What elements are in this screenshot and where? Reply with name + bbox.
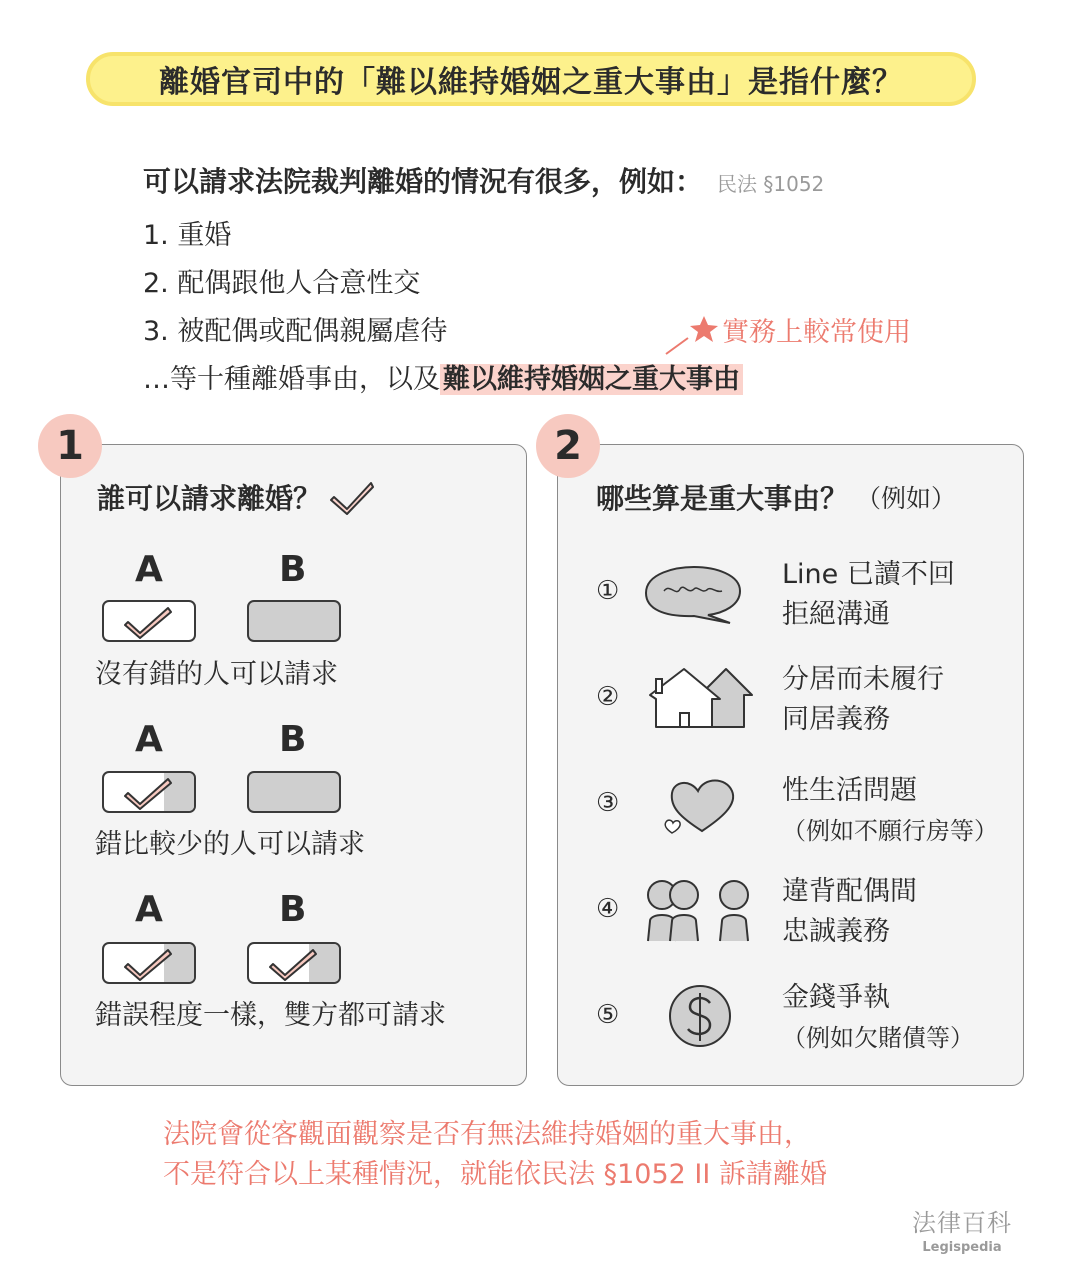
panel2-badge: 2 xyxy=(536,414,600,478)
practice-note-text: 實務上較常使用 xyxy=(722,317,911,348)
party-a-label: A xyxy=(135,719,163,760)
party-b-label: B xyxy=(279,889,307,930)
intro-item-1: 1. 重婚 xyxy=(143,220,232,251)
brand-logo xyxy=(912,1203,1012,1255)
reason-number: ③ xyxy=(596,788,620,818)
panel1-title xyxy=(97,477,375,517)
reason-text xyxy=(782,771,998,851)
reason-line2: （例如不願行房等） xyxy=(782,817,998,845)
brand-name-zh: 法律百科 xyxy=(912,1209,1012,1237)
reason-line1: 性生活問題 xyxy=(782,775,917,806)
intro-item-3: 3. 被配偶或配偶親屬虐待 xyxy=(143,316,448,347)
panel2-title xyxy=(596,477,956,517)
practice-note xyxy=(662,310,942,360)
page-title-text: 離婚官司中的「難以維持婚姻之重大事由」是指什麼？ xyxy=(159,65,903,100)
party-a-box-partial-checked xyxy=(102,771,196,813)
reason-line1: 金錢爭執 xyxy=(782,982,890,1013)
checkmark-icon xyxy=(249,944,341,984)
party-b-box-fault xyxy=(247,600,341,642)
note-pointer-icon xyxy=(662,310,722,360)
reason-line1: Line 已讀不回 xyxy=(782,559,955,590)
heart-icon xyxy=(658,773,748,839)
brand-name-en: Legispedia xyxy=(922,1240,1002,1255)
row3-caption: 錯誤程度一樣，雙方都可請求 xyxy=(95,1000,446,1031)
panel2-title-text: 哪些算是重大事由？ xyxy=(596,482,849,515)
checkmark-icon xyxy=(329,477,375,517)
party-a-box-partial-checked xyxy=(102,942,196,984)
checkmark-icon xyxy=(104,944,196,984)
reason-number: ① xyxy=(596,576,620,606)
page-title xyxy=(86,52,976,106)
reason-line1: 分居而未履行 xyxy=(782,664,944,695)
houses-icon xyxy=(646,665,756,733)
intro-last-prefix: …等十種離婚事由，以及 xyxy=(143,364,440,395)
speech-bubble-icon xyxy=(636,561,746,627)
reason-line2: 忠誠義務 xyxy=(782,916,890,947)
star-icon xyxy=(690,316,718,342)
panel-serious-reasons xyxy=(557,444,1024,1086)
reason-number: ② xyxy=(596,682,620,712)
footer-line2: 不是符合以上某種情況，就能依民法 §1052 II 訴請離婚 xyxy=(163,1159,827,1190)
party-a-label: A xyxy=(135,889,163,930)
party-a-label: A xyxy=(135,549,163,590)
reason-line2: （例如欠賭債等） xyxy=(782,1024,974,1052)
reason-number: ④ xyxy=(596,894,620,924)
footer-line1: 法院會從客觀面觀察是否有無法維持婚姻的重大事由， xyxy=(163,1119,811,1150)
intro-lead xyxy=(143,160,824,200)
party-b-box-partial-checked xyxy=(247,942,341,984)
panel2-title-sub: （例如） xyxy=(856,484,957,513)
intro-item-last xyxy=(143,357,743,396)
panel1-badge: 1 xyxy=(38,414,102,478)
row1-caption: 沒有錯的人可以請求 xyxy=(95,659,338,690)
party-b-label: B xyxy=(279,549,307,590)
checkmark-icon xyxy=(104,773,196,813)
row2-caption: 錯比較少的人可以請求 xyxy=(95,829,365,860)
reason-line2: 拒絕溝通 xyxy=(782,599,890,630)
intro-lead-text: 可以請求法院裁判離婚的情況有很多，例如： xyxy=(143,165,704,198)
party-b-box-fault xyxy=(247,771,341,813)
reason-text xyxy=(782,555,955,635)
footer-note xyxy=(163,1115,827,1195)
reason-number: ⑤ xyxy=(596,1000,620,1030)
party-a-box-checked xyxy=(102,600,196,642)
reason-text xyxy=(782,872,917,952)
intro-item-2: 2. 配偶跟他人合意性交 xyxy=(143,268,421,299)
party-b-label: B xyxy=(279,719,307,760)
people-icon xyxy=(642,875,758,945)
checkmark-icon xyxy=(104,602,196,642)
panel-who-can-request xyxy=(60,444,527,1086)
reason-line1: 違背配偶間 xyxy=(782,876,917,907)
intro-highlight: 難以維持婚姻之重大事由 xyxy=(440,364,743,395)
dollar-coin-icon xyxy=(666,983,736,1049)
reason-text xyxy=(782,660,944,740)
panel1-title-text: 誰可以請求離婚？ xyxy=(97,482,322,515)
intro-citation: 民法 §1052 xyxy=(717,172,825,196)
reason-line2: 同居義務 xyxy=(782,704,890,735)
reason-text xyxy=(782,978,974,1058)
